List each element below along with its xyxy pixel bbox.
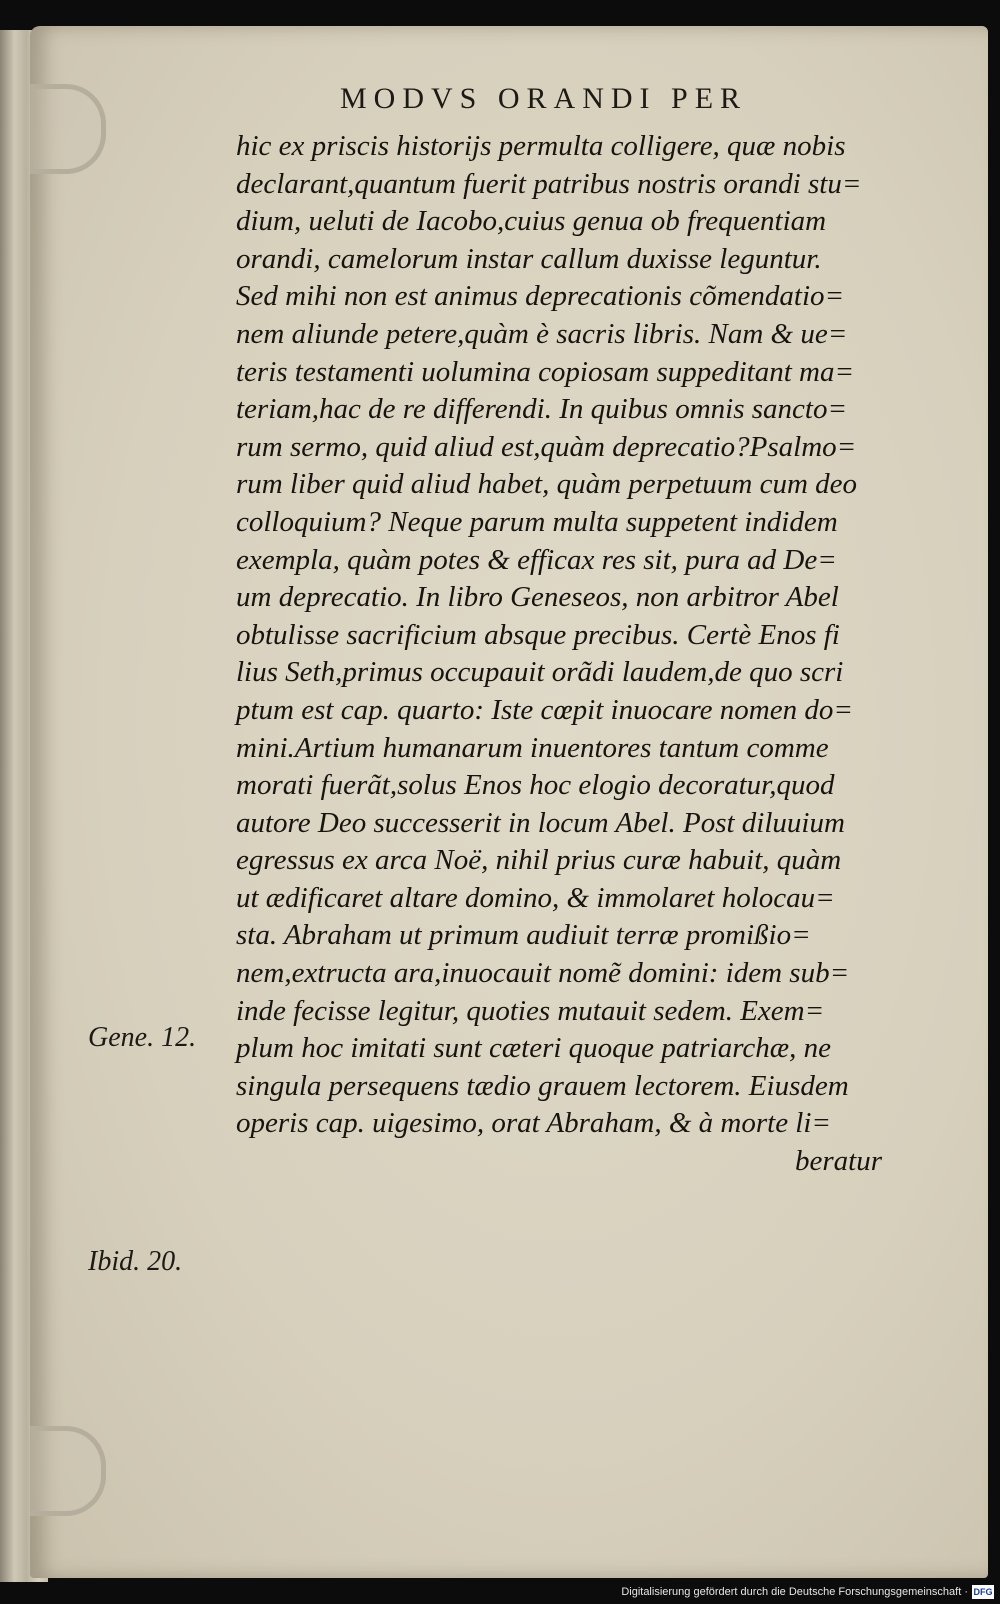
margin-note-gene: Gene. 12. <box>88 1022 197 1053</box>
page-clip-bottom <box>30 1426 106 1516</box>
text-line: operis cap. uigesimo, orat Abraham, & à morte li= <box>236 1107 831 1140</box>
text-line: inde fecisse legitur, quoties mutauit sedem. Exem= <box>236 994 825 1027</box>
body-text <box>236 128 916 1181</box>
text-line: hic ex priscis historijs permulta colligere, quæ nobis <box>236 130 846 162</box>
text-line: teris testamenti uolumina copiosam suppeditant ma= <box>236 355 855 388</box>
text-line: declarant,quantum fuerit patribus nostris orandi stu= <box>236 167 862 200</box>
text-line: mini.Artium humanarum inuentores tantum comme <box>236 731 829 764</box>
text-line: Sed mihi non est animus deprecationis cõmendatio= <box>236 280 845 313</box>
text-line-catchword: beratur <box>795 1145 882 1178</box>
text-line: colloquium? Neque parum multa suppetent indidem <box>236 505 838 538</box>
text-line: sta. Abraham ut primum audiuit terræ promißio= <box>236 919 811 952</box>
text-line: ptum est cap. quarto: Iste cœpit inuocare nomen do= <box>236 693 853 726</box>
text-line: obtulisse sacrificium absque precibus. Certè Enos fi <box>236 618 840 651</box>
text-line: teriam,hac de re differendi. In quibus omnis sancto= <box>236 393 848 426</box>
text-line: nem,extructa ara,inuocauit nomẽ domini: idem sub= <box>236 957 850 990</box>
text-line: ut ædificaret altare domino, & immolaret holocau= <box>236 881 835 914</box>
running-head: MODVS ORANDI PER <box>340 82 748 115</box>
text-line: singula persequens tædio grauem lectorem. Eiusdem <box>236 1069 849 1102</box>
text-line: egressus ex arca Noë, nihil prius curæ habuit, quàm <box>236 844 842 877</box>
footer-credit: Digitalisierung gefördert durch die Deutsche Forschungsgemeinschaft · <box>621 1586 968 1598</box>
text-line: autore Deo successerit in locum Abel. Post diluuium <box>236 806 845 839</box>
text-line: rum sermo, quid aliud est,quàm deprecatio?Psalmo= <box>236 430 857 463</box>
text-line: exempla, quàm potes & efficax res sit, pura ad De= <box>236 543 837 576</box>
margin-note-ibid: Ibid. 20. <box>88 1246 183 1277</box>
dfg-logo: DFG <box>973 1587 993 1597</box>
text-line: rum liber quid aliud habet, quàm perpetuum cum deo <box>236 468 858 501</box>
text-line: nem aliunde petere,quàm è sacris libris. Nam & ue= <box>236 317 848 350</box>
text-line: um deprecatio. In libro Geneseos, non arbitror Abel <box>236 581 839 614</box>
page-clip-top <box>30 84 106 174</box>
text-line: orandi, camelorum instar callum duxisse leguntur. <box>236 242 822 275</box>
text-line: plum hoc imitati sunt cæteri quoque patriarchæ, ne <box>236 1032 831 1065</box>
text-line: morati fuerãt,solus Enos hoc elogio decoratur,quod <box>236 769 835 802</box>
text-line: dium, ueluti de Iacobo,cuius genua ob frequentiam <box>236 205 827 238</box>
text-line: lius Seth,primus occupauit orãdi laudem,de quo scri <box>236 656 844 689</box>
